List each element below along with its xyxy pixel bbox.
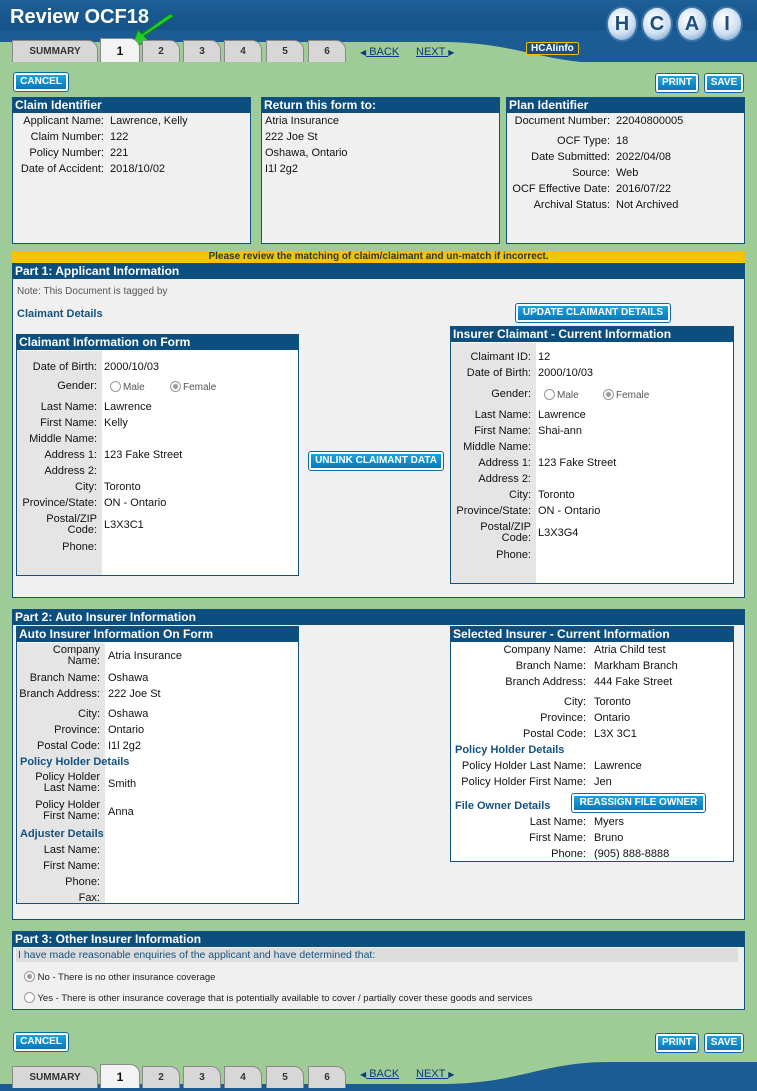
radio-label: Male — [557, 390, 579, 401]
claimant-id-value: 12 — [538, 351, 551, 363]
back-arrow-icon: ◀ — [360, 48, 367, 57]
claimant-details-heading: Claimant Details — [17, 308, 103, 320]
claim-identifier-box — [12, 97, 251, 244]
tab-3[interactable]: 3 — [183, 40, 221, 62]
tab-6[interactable]: 6 — [308, 40, 346, 62]
tab-5[interactable]: 5 — [266, 40, 304, 62]
unlink-claimant-button[interactable]: UNLINK CLAIMANT DATA — [309, 452, 443, 470]
back-arrow-icon: ◀ — [360, 1070, 367, 1079]
update-claimant-button[interactable]: UPDATE CLAIMANT DETAILS — [516, 304, 670, 322]
gender-female-option[interactable] — [170, 381, 216, 393]
label — [35, 800, 100, 822]
insurer-claimant-title: Insurer Claimant - Current Information — [451, 327, 733, 342]
tab-6-bottom[interactable]: 6 — [308, 1066, 346, 1088]
label: Company Name: — [503, 644, 586, 656]
reassign-file-owner-button[interactable]: REASSIGN FILE OWNER — [572, 794, 705, 812]
next-label: NEXT — [416, 46, 446, 58]
file-owner-heading: File Owner Details — [455, 800, 551, 812]
tab-summary-bottom[interactable]: SUMMARY — [12, 1066, 98, 1088]
policy-holder-heading: Policy Holder Details — [20, 756, 130, 768]
insurer-claimant-panel — [450, 326, 734, 584]
radio-label: Female — [183, 382, 217, 393]
radio-icon — [544, 389, 555, 400]
dob-value: 2000/10/03 — [538, 367, 594, 379]
label: Phone: — [551, 848, 586, 860]
plan-identifier-title: Plan Identifier — [507, 98, 744, 113]
label: Policy Holder Last Name: — [461, 760, 586, 772]
tab-summary[interactable]: SUMMARY — [12, 40, 98, 62]
label: Address 1: — [44, 449, 97, 461]
back-link-bottom[interactable] — [360, 1068, 399, 1080]
return-form-box — [261, 97, 500, 244]
postal-value: L3X3G4 — [538, 527, 579, 539]
plan-identifier-box — [506, 97, 745, 244]
part2-title: Part 2: Auto Insurer Information — [13, 610, 744, 625]
tab-4[interactable]: 4 — [224, 40, 262, 62]
province-value: ON - Ontario — [104, 497, 167, 509]
label — [53, 645, 100, 667]
label: Last Name: — [40, 401, 97, 413]
date-of-accident: 2018/10/02 — [110, 163, 166, 175]
label-line: Code: — [67, 524, 97, 536]
label: Branch Name: — [29, 672, 100, 684]
dob-value: 2000/10/03 — [104, 361, 160, 373]
logo-letter: I — [711, 6, 743, 42]
source: Web — [616, 167, 639, 179]
cancel-button[interactable]: CANCEL — [14, 73, 68, 91]
logo-letter: A — [676, 6, 708, 42]
radio-icon — [24, 971, 35, 982]
gender-male-option[interactable] — [544, 389, 579, 401]
file-owner-last-value: Myers — [594, 816, 624, 828]
logo-letter: H — [606, 6, 638, 42]
logo-letter: C — [641, 6, 673, 42]
label: Branch Address: — [19, 688, 100, 700]
label: City: — [509, 489, 531, 501]
label: Phone: — [62, 541, 97, 553]
label: Province: — [540, 712, 586, 724]
radio-label: Female — [616, 390, 650, 401]
page-title: Review OCF18 — [10, 6, 149, 28]
next-link-bottom[interactable] — [416, 1068, 454, 1080]
next-arrow-icon: ▶ — [448, 1070, 455, 1079]
label — [480, 522, 531, 544]
label: Middle Name: — [29, 433, 97, 445]
label: Branch Address: — [505, 676, 586, 688]
save-button-bottom[interactable]: SAVE — [705, 1034, 743, 1052]
part3-section — [12, 931, 745, 1010]
company-name-value: Atria Child test — [594, 644, 666, 656]
ocf-type: 18 — [616, 135, 629, 147]
back-label: BACK — [369, 46, 400, 58]
last-name-value: Lawrence — [538, 409, 586, 421]
archival-status: Not Archived — [616, 199, 679, 211]
applicant-name: Lawrence, Kelly — [110, 115, 188, 127]
label: Gender: — [57, 380, 97, 392]
policy-holder-first-value: Anna — [108, 806, 134, 818]
label-line: Policy Holder — [35, 771, 100, 783]
date-submitted: 2022/04/08 — [616, 151, 672, 163]
label: Claimant ID: — [470, 351, 531, 363]
address1-value: 123 Fake Street — [538, 457, 617, 469]
policy-holder-last-value: Lawrence — [594, 760, 642, 772]
label: Applicant Name: — [23, 115, 104, 127]
label: Document Number: — [514, 115, 610, 127]
selected-insurer-title: Selected Insurer - Current Information — [451, 627, 733, 642]
label: First Name: — [40, 417, 97, 429]
return-line: I1l 2g2 — [265, 163, 299, 175]
file-owner-phone-value: (905) 888-8888 — [594, 848, 670, 860]
branch-address-value: 444 Fake Street — [594, 676, 673, 688]
label: Date of Birth: — [32, 361, 97, 373]
label-line: Postal/ZIP — [46, 513, 97, 525]
back-label: BACK — [369, 1068, 400, 1080]
top-tab-bar — [12, 40, 752, 64]
label-line: Last Name: — [43, 782, 100, 794]
label: Province/State: — [456, 505, 531, 517]
print-button[interactable]: PRINT — [656, 74, 698, 92]
radio-icon — [24, 992, 35, 1003]
label: Source: — [572, 167, 610, 179]
radio-label: Yes - There is other insurance coverage that is potentially available to cover / partially cover these goods and services — [37, 993, 533, 1004]
label: Last Name: — [529, 816, 586, 828]
label: Postal Code: — [37, 740, 100, 752]
other-coverage-option[interactable] — [24, 992, 532, 1004]
label — [35, 772, 100, 794]
claim-number: 122 — [110, 131, 129, 143]
save-button[interactable]: SAVE — [705, 74, 743, 92]
part1-title: Part 1: Applicant Information — [13, 264, 744, 279]
label-line: Name: — [67, 655, 100, 667]
label: Last Name: — [474, 409, 531, 421]
auto-insurer-form-panel — [16, 626, 299, 904]
label-line: Company — [52, 644, 100, 656]
back-link[interactable] — [360, 46, 399, 58]
print-button-bottom[interactable]: PRINT — [656, 1034, 698, 1052]
label: Gender: — [491, 388, 531, 400]
label: First Name: — [43, 860, 100, 872]
label-line: Policy Holder — [35, 799, 100, 811]
tab-3-bottom[interactable]: 3 — [183, 1066, 221, 1088]
address1-value: 123 Fake Street — [104, 449, 183, 461]
label: OCF Type: — [557, 135, 610, 147]
label: Phone: — [496, 549, 531, 561]
label: Address 1: — [478, 457, 531, 469]
label-line: Code: — [501, 532, 531, 544]
label: Policy Number: — [29, 147, 104, 159]
last-name-value: Lawrence — [104, 401, 152, 413]
tab-2[interactable]: 2 — [142, 40, 180, 62]
next-arrow-icon: ▶ — [448, 48, 455, 57]
label: City: — [78, 708, 100, 720]
claim-identifier-title: Claim Identifier — [13, 98, 250, 113]
branch-name-value: Oshawa — [108, 672, 149, 684]
no-coverage-option[interactable] — [24, 971, 215, 983]
tab-4-bottom[interactable]: 4 — [224, 1066, 262, 1088]
label: City: — [75, 481, 97, 493]
postal-value: I1l 2g2 — [108, 740, 142, 752]
return-line: Oshawa, Ontario — [265, 147, 348, 159]
label: Last Name: — [43, 844, 100, 856]
label-line: First Name: — [43, 810, 100, 822]
label: Fax: — [78, 892, 100, 904]
label-line: Postal/ZIP — [480, 521, 531, 533]
label: Province: — [54, 724, 100, 736]
hcainfo-link[interactable]: HCAIinfo — [526, 42, 579, 55]
file-owner-first-value: Bruno — [594, 832, 624, 844]
next-label: NEXT — [416, 1068, 446, 1080]
radio-label: Male — [123, 382, 145, 393]
label: City: — [564, 696, 586, 708]
city-value: Toronto — [538, 489, 575, 501]
label: Policy Holder First Name: — [461, 776, 586, 788]
province-value: Ontario — [108, 724, 145, 736]
selected-insurer-panel — [450, 626, 734, 862]
label: Date of Accident: — [20, 163, 104, 175]
tab-1-bottom[interactable]: 1 — [100, 1064, 140, 1088]
return-line: Atria Insurance — [265, 115, 339, 127]
postal-value: L3X 3C1 — [594, 728, 637, 740]
label: Middle Name: — [463, 441, 531, 453]
next-link[interactable] — [416, 46, 454, 58]
policy-number: 221 — [110, 147, 129, 159]
label: Address 2: — [44, 465, 97, 477]
policy-holder-first-value: Jen — [594, 776, 612, 788]
label: Province/State: — [22, 497, 97, 509]
claimant-form-panel — [16, 334, 299, 576]
radio-icon — [110, 381, 121, 392]
label: Date of Birth: — [466, 367, 531, 379]
first-name-value: Kelly — [104, 417, 128, 429]
tab-1[interactable]: 1 — [100, 38, 140, 62]
warning-banner: Please review the matching of claim/claimant and un-match if incorrect. — [12, 251, 745, 263]
label: Postal Code: — [523, 728, 586, 740]
document-number: 22040800005 — [616, 115, 684, 127]
label: First Name: — [529, 832, 586, 844]
cancel-button-bottom[interactable]: CANCEL — [14, 1033, 68, 1051]
claimant-form-title: Claimant Information on Form — [17, 335, 298, 350]
province-value: Ontario — [594, 712, 631, 724]
part3-title: Part 3: Other Insurer Information — [13, 932, 744, 947]
radio-icon — [170, 381, 181, 392]
footer-bar — [0, 1062, 757, 1091]
radio-label: No - There is no other insurance coverage — [37, 972, 216, 983]
label: Archival Status: — [533, 199, 610, 211]
adjuster-heading: Adjuster Details — [20, 828, 104, 840]
policy-holder-heading: Policy Holder Details — [455, 744, 565, 756]
city-value: Toronto — [104, 481, 141, 493]
postal-value: L3X3C1 — [104, 519, 144, 531]
radio-icon — [603, 389, 614, 400]
province-value: ON - Ontario — [538, 505, 601, 517]
return-form-title: Return this form to: — [262, 98, 499, 113]
label: OCF Effective Date: — [512, 183, 610, 195]
label: Phone: — [65, 876, 100, 888]
first-name-value: Shai-ann — [538, 425, 583, 437]
city-value: Oshawa — [108, 708, 149, 720]
branch-address-value: 222 Joe St — [108, 688, 161, 700]
return-line: 222 Joe St — [265, 131, 318, 143]
ocf-effective-date: 2016/07/22 — [616, 183, 672, 195]
label: Address 2: — [478, 473, 531, 485]
company-name-value: Atria Insurance — [108, 650, 182, 662]
auto-insurer-form-title: Auto Insurer Information On Form — [17, 627, 298, 642]
label: Branch Name: — [515, 660, 586, 672]
label: Date Submitted: — [531, 151, 610, 163]
tab-5-bottom[interactable]: 5 — [266, 1066, 304, 1088]
gender-male-option[interactable] — [110, 381, 145, 393]
enquiry-question: I have made reasonable enquiries of the applicant and have determined that: — [16, 948, 738, 962]
label — [46, 514, 97, 536]
label: First Name: — [474, 425, 531, 437]
gender-female-option[interactable] — [603, 389, 649, 401]
tag-note: Note: This Document is tagged by — [17, 286, 168, 297]
city-value: Toronto — [594, 696, 631, 708]
branch-name-value: Markham Branch — [594, 660, 678, 672]
tab-2-bottom[interactable]: 2 — [142, 1066, 180, 1088]
label: Claim Number: — [30, 131, 104, 143]
policy-holder-last-value: Smith — [108, 778, 137, 790]
